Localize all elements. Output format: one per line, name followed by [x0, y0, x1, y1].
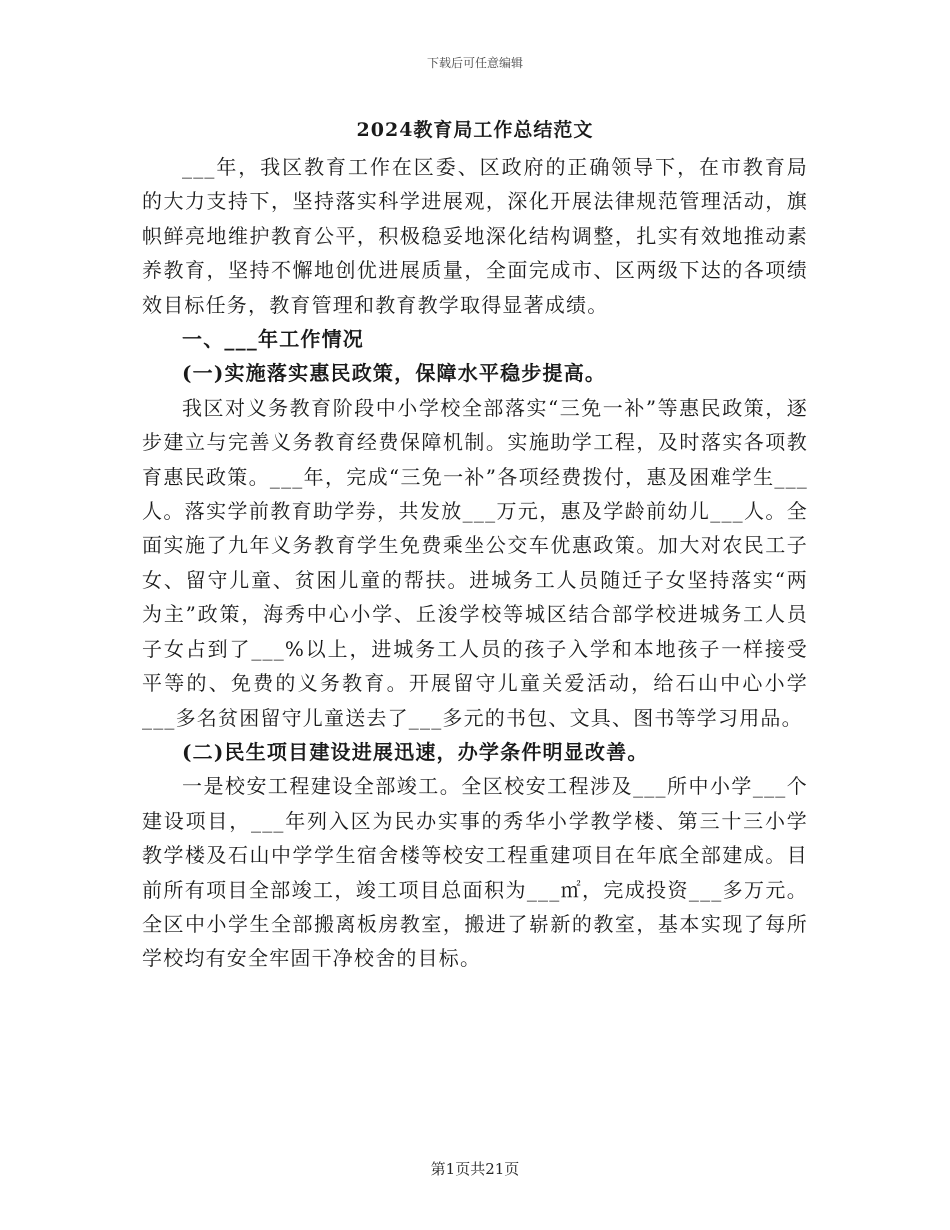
header-note: 下载后可任意编辑 [426, 56, 523, 70]
section-heading: 一、___年工作情况 [182, 327, 364, 352]
page-number: 第1页共21页 [430, 1160, 520, 1178]
document-title: 2024教育局工作总结范文 [356, 119, 594, 141]
subsection-heading: (一)实施落实惠民政策，保障水平稳步提高。 [182, 361, 607, 386]
subsection-heading: (二)民生项目建设进展迅速，办学条件明显改善。 [182, 739, 649, 764]
body-paragraph: 一是校安工程建设全部竣工。全区校安工程涉及___所中小学___个建设项目，___年列入区为民办实事的秀华小学教学楼、第三十三小学教学楼及石山中学学生宿舍楼等校安工程重建项目在年底全部建成。目前所有项目全部竣工，竣工项目总面积为___㎡，完成投资___多万元。全区中小学生全部搬离板房教室，搬进了崭新的教室，基本实现了每所学校均有安全牢固干净校舍的目标。 [142, 774, 808, 971]
intro-paragraph: ___年，我区教育工作在区委、区政府的正确领导下，在市教育局的大力支持下，坚持落实科学进展观，深化开展法律规范管理活动，旗帜鲜亮地维护教育公平，积极稳妥地深化结构调整，扎实有效地推动素养教育，坚持不懈地创优进展质量，全面完成市、区两级下达的各项绩效目标任务，教育管理和教育教学取得显著成绩。 [142, 155, 808, 317]
document-body [142, 150, 808, 976]
body-paragraph: 我区对义务教育阶段中小学校全部落实“三免一补”等惠民政策，逐步建立与完善义务教育经费保障机制。实施助学工程，及时落实各项教育惠民政策。___年，完成“三免一补”各项经费拨付，惠及困难学生___人。落实学前教育助学券，共发放___万元，惠及学龄前幼儿___人。全面实施了九年义务教育学生免费乘坐公交车优惠政策。加大对农民工子女、留守儿童、贫困儿童的帮扶。进城务工人员随迁子女坚持落实“两为主”政策，海秀中心小学、丘浚学校等城区结合部学校进城务工人员子女占到了___%以上，进城务工人员的孩子入学和本地孩子一样接受平等的、免费的义务教育。开展留守儿童关爱活动，给石山中心小学___多名贫困留守儿童送去了___多元的书包、文具、图书等学习用品。 [142, 395, 808, 730]
